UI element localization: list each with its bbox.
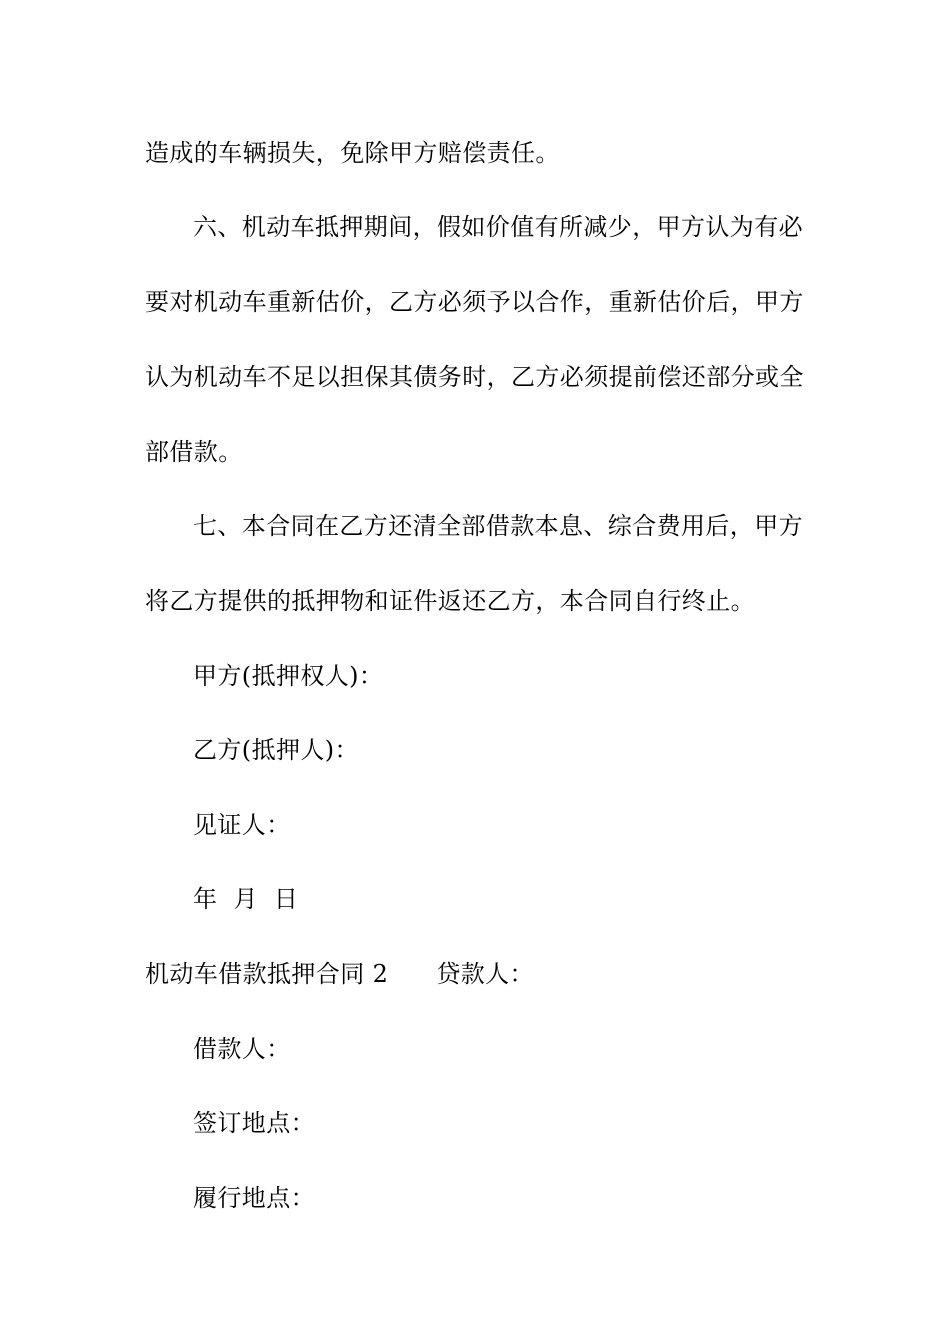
party-a-label: 甲方(抵押权人)： — [193, 662, 384, 690]
body-text-line: 要对机动车重新估价，乙方必须予以合作，重新估价后，甲方 — [145, 288, 804, 316]
contract-2-title: 机动车借款抵押合同 2 — [145, 960, 389, 988]
witness-label: 见证人： — [193, 811, 291, 839]
body-text-line: 认为机动车不足以担保其债务时，乙方必须提前偿还部分或全 — [145, 363, 804, 391]
clause-6-line: 六、机动车抵押期间，假如价值有所减少，甲方认为有必 — [193, 213, 803, 241]
borrower-label: 借款人： — [193, 1035, 291, 1063]
contract-2-heading-row — [145, 958, 534, 990]
body-text-line: 部借款。 — [145, 438, 243, 466]
lender-label: 贷款人： — [436, 960, 534, 988]
signing-place-label: 签订地点： — [193, 1109, 315, 1137]
performance-place-label: 履行地点： — [193, 1184, 315, 1212]
party-b-label: 乙方(抵押人)： — [193, 736, 359, 764]
body-text-line: 造成的车辆损失，免除甲方赔偿责任。 — [145, 139, 560, 167]
date-label: 年 月 日 — [193, 885, 299, 913]
clause-7-line: 七、本合同在乙方还清全部借款本息、综合费用后，甲方 — [193, 512, 803, 540]
body-text-line: 将乙方提供的抵押物和证件返还乙方，本合同自行终止。 — [145, 587, 755, 615]
